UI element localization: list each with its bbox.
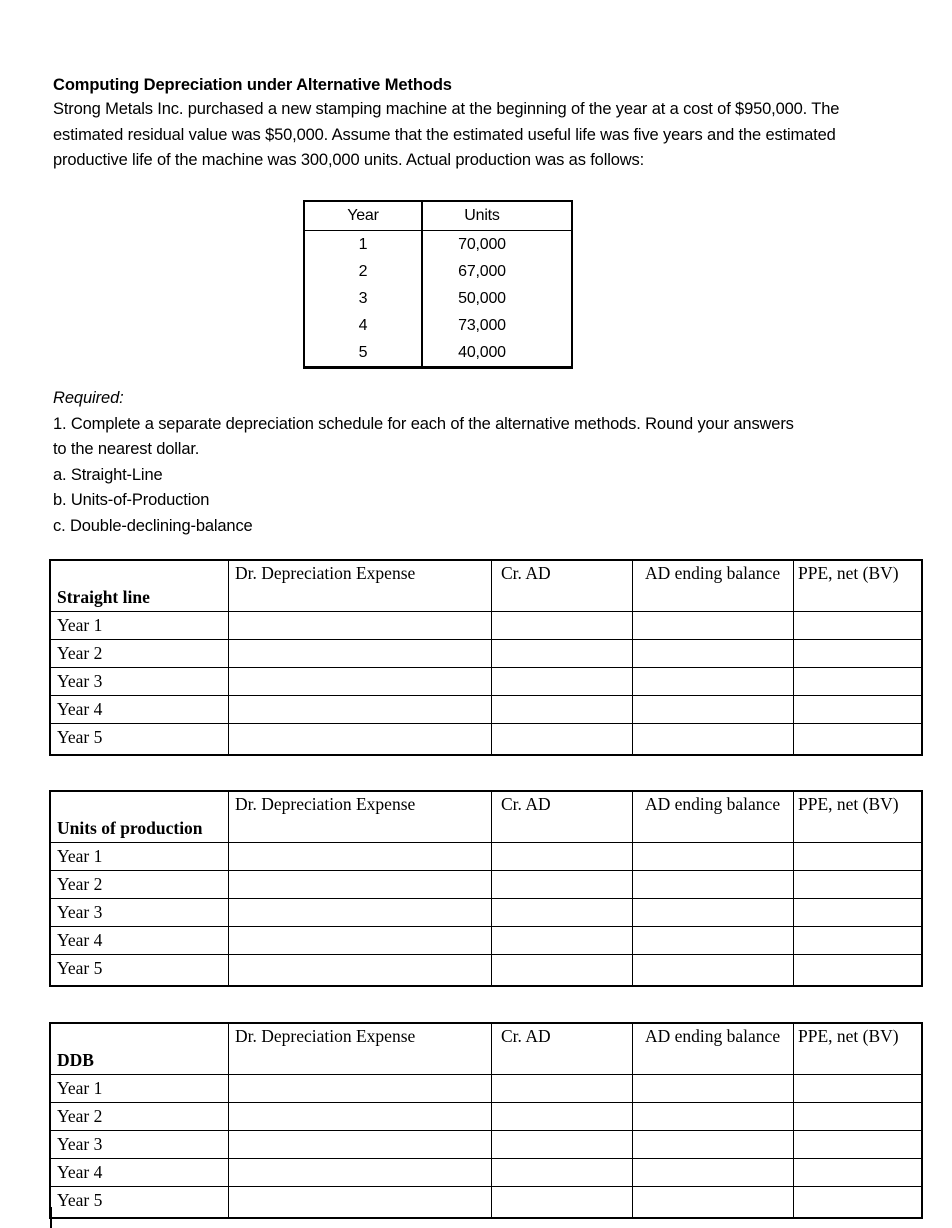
schedule-header-row <box>51 1024 922 1075</box>
schedule-header-row <box>51 792 922 843</box>
required-method-b: b. Units-of-Production <box>53 491 210 510</box>
schedule-cell-ad-ending[interactable] <box>633 871 794 899</box>
schedule-header-ad-ending: AD ending balance <box>633 561 794 612</box>
schedule-cell-ad-ending[interactable] <box>633 1075 794 1103</box>
schedule-row <box>51 927 922 955</box>
schedule-header-cr: Cr. AD <box>492 792 633 843</box>
schedule-cell-cr[interactable] <box>492 668 633 696</box>
schedule-cell-ad-ending[interactable] <box>633 927 794 955</box>
schedule-cell-ad-ending[interactable] <box>633 1187 794 1218</box>
schedule-row <box>51 612 922 640</box>
schedule-cell-ppe-net[interactable] <box>794 899 922 927</box>
schedule-cell-year-label: Year 1 <box>51 843 229 871</box>
schedule-cell-ad-ending[interactable] <box>633 724 794 755</box>
schedule-cell-year-label: Year 2 <box>51 871 229 899</box>
schedule-cell-ppe-net[interactable] <box>794 1159 922 1187</box>
schedule-cell-ad-ending[interactable] <box>633 640 794 668</box>
schedule-cell-ad-ending[interactable] <box>633 1103 794 1131</box>
intro-line-1: Strong Metals Inc. purchased a new stamping machine at the beginning of the year at a cost of $950,000. <box>53 100 808 118</box>
schedule-header-ppe-net: PPE, net (BV) <box>794 792 922 843</box>
schedule-cell-ad-ending[interactable] <box>633 696 794 724</box>
schedule-cell-year-label: Year 3 <box>51 668 229 696</box>
schedule-header-row <box>51 561 922 612</box>
production-table-row <box>304 285 572 312</box>
schedule-cell-dr[interactable] <box>229 1187 492 1218</box>
schedule-method-label: DDB <box>51 1024 229 1075</box>
required-method-a: a. Straight-Line <box>53 465 163 484</box>
page-title: Computing Depreciation under Alternative Methods <box>53 76 452 94</box>
production-header-units: Units <box>422 201 572 231</box>
schedule-cell-cr[interactable] <box>492 1075 633 1103</box>
schedule-cell-year-label: Year 3 <box>51 1131 229 1159</box>
schedule-cell-ad-ending[interactable] <box>633 1131 794 1159</box>
schedule-row <box>51 1187 922 1218</box>
schedule-body <box>51 843 922 986</box>
schedule-header-ppe-net: PPE, net (BV) <box>794 561 922 612</box>
schedule-row <box>51 871 922 899</box>
schedule-cell-year-label: Year 1 <box>51 612 229 640</box>
schedule-cell-cr[interactable] <box>492 724 633 755</box>
schedule-cell-year-label: Year 5 <box>51 724 229 755</box>
production-cell-year: 3 <box>304 285 422 312</box>
required-instruction-line-1: 1. Complete a separate depreciation schedule for each of the alternative methods. Round your answers <box>53 414 794 433</box>
intro-line-3: estimated productive life of the machine was 300,000 units. Actual production was as follows: <box>53 125 836 170</box>
schedule-cell-cr[interactable] <box>492 1131 633 1159</box>
schedule-header-ppe-net: PPE, net (BV) <box>794 1024 922 1075</box>
schedule-cell-cr[interactable] <box>492 612 633 640</box>
schedule-cell-dr[interactable] <box>229 871 492 899</box>
schedule-header-dr: Dr. Depreciation Expense <box>229 561 492 612</box>
production-cell-year: 1 <box>304 231 422 259</box>
schedule-cell-dr[interactable] <box>229 612 492 640</box>
production-table-row <box>304 231 572 259</box>
schedule-header-cr: Cr. AD <box>492 561 633 612</box>
schedule-table-straight-line <box>50 560 922 755</box>
production-cell-units: 50,000 <box>422 285 572 312</box>
schedule-cell-dr[interactable] <box>229 1075 492 1103</box>
production-cell-units: 40,000 <box>422 339 572 368</box>
required-instruction-line-2: to the nearest dollar. <box>53 440 200 459</box>
schedule-cell-dr[interactable] <box>229 899 492 927</box>
intro-block <box>53 73 898 174</box>
production-cell-units: 70,000 <box>422 231 572 259</box>
schedule-table-ddb <box>50 1023 922 1218</box>
schedule-cell-ad-ending[interactable] <box>633 668 794 696</box>
schedule-cell-dr[interactable] <box>229 1131 492 1159</box>
schedule-cell-cr[interactable] <box>492 927 633 955</box>
schedule-cell-ppe-net[interactable] <box>794 955 922 986</box>
schedule-header-dr: Dr. Depreciation Expense <box>229 792 492 843</box>
schedule-header-ad-ending: AD ending balance <box>633 792 794 843</box>
production-table-row <box>304 312 572 339</box>
schedule-method-label: Units of production <box>51 792 229 843</box>
schedule-cell-cr[interactable] <box>492 640 633 668</box>
schedule-cell-ad-ending[interactable] <box>633 612 794 640</box>
schedule-row <box>51 1075 922 1103</box>
schedule-cell-cr[interactable] <box>492 955 633 986</box>
schedule-cell-dr[interactable] <box>229 668 492 696</box>
schedule-cell-ppe-net[interactable] <box>794 1075 922 1103</box>
schedule-cell-ppe-net[interactable] <box>794 696 922 724</box>
production-table-header-row <box>304 201 572 231</box>
production-table <box>303 200 573 369</box>
schedule-cell-year-label: Year 5 <box>51 1187 229 1218</box>
schedule-cell-ppe-net[interactable] <box>794 1103 922 1131</box>
schedule-cell-year-label: Year 2 <box>51 1103 229 1131</box>
schedule-row <box>51 1159 922 1187</box>
schedule-cell-ad-ending[interactable] <box>633 955 794 986</box>
schedule-cell-ad-ending[interactable] <box>633 843 794 871</box>
schedule-cell-cr[interactable] <box>492 899 633 927</box>
production-table-row <box>304 339 572 368</box>
schedule-cell-year-label: Year 4 <box>51 927 229 955</box>
schedule-body <box>51 612 922 755</box>
schedule-cell-year-label: Year 4 <box>51 1159 229 1187</box>
schedule-cell-ppe-net[interactable] <box>794 843 922 871</box>
schedule-cell-ppe-net[interactable] <box>794 724 922 755</box>
schedule-header-cr: Cr. AD <box>492 1024 633 1075</box>
schedule-cell-cr[interactable] <box>492 696 633 724</box>
schedule-cell-year-label: Year 1 <box>51 1075 229 1103</box>
schedule-header-dr: Dr. Depreciation Expense <box>229 1024 492 1075</box>
schedule-row <box>51 696 922 724</box>
schedule-row <box>51 843 922 871</box>
production-cell-year: 2 <box>304 258 422 285</box>
production-table-row <box>304 258 572 285</box>
schedule-cell-ppe-net[interactable] <box>794 612 922 640</box>
schedule-cell-year-label: Year 4 <box>51 696 229 724</box>
production-cell-year: 4 <box>304 312 422 339</box>
production-table-body <box>304 231 572 368</box>
schedule-row <box>51 668 922 696</box>
schedule-cell-ppe-net[interactable] <box>794 1187 922 1218</box>
schedule-cell-cr[interactable] <box>492 871 633 899</box>
schedule-cell-cr[interactable] <box>492 1187 633 1218</box>
schedule-cell-dr[interactable] <box>229 843 492 871</box>
required-label: Required: <box>53 389 124 407</box>
schedule-method-label: Straight line <box>51 561 229 612</box>
schedule-cell-dr[interactable] <box>229 696 492 724</box>
intro-line-2: The estimated residual value was $50,000. Assume that the estimated useful life was five years and the <box>53 100 840 144</box>
schedule-row <box>51 1103 922 1131</box>
production-cell-units: 67,000 <box>422 258 572 285</box>
schedule-cell-ppe-net[interactable] <box>794 668 922 696</box>
schedule-row <box>51 640 922 668</box>
production-table-wrapper <box>303 200 571 369</box>
schedule-row <box>51 899 922 927</box>
schedule-cell-ppe-net[interactable] <box>794 640 922 668</box>
text-cursor-artifact <box>50 1207 52 1228</box>
schedule-cell-cr[interactable] <box>492 1103 633 1131</box>
schedule-body <box>51 1075 922 1218</box>
schedule-row <box>51 955 922 986</box>
intro-paragraph <box>53 97 898 174</box>
production-cell-units: 73,000 <box>422 312 572 339</box>
schedule-cell-ppe-net[interactable] <box>794 1131 922 1159</box>
schedule-cell-year-label: Year 5 <box>51 955 229 986</box>
required-block <box>53 386 898 539</box>
schedule-cell-ad-ending[interactable] <box>633 1159 794 1187</box>
schedule-cell-year-label: Year 3 <box>51 899 229 927</box>
schedule-cell-dr[interactable] <box>229 927 492 955</box>
required-method-c: c. Double-declining-balance <box>53 516 253 535</box>
schedule-cell-dr[interactable] <box>229 1103 492 1131</box>
schedule-cell-dr[interactable] <box>229 640 492 668</box>
schedule-cell-cr[interactable] <box>492 843 633 871</box>
schedule-header-ad-ending: AD ending balance <box>633 1024 794 1075</box>
schedule-cell-dr[interactable] <box>229 1159 492 1187</box>
schedule-cell-dr[interactable] <box>229 724 492 755</box>
production-header-year: Year <box>304 201 422 231</box>
schedule-table-units-of-production <box>50 791 922 986</box>
production-cell-year: 5 <box>304 339 422 368</box>
schedule-cell-cr[interactable] <box>492 1159 633 1187</box>
schedule-cell-year-label: Year 2 <box>51 640 229 668</box>
schedule-row <box>51 1131 922 1159</box>
schedule-cell-ad-ending[interactable] <box>633 899 794 927</box>
schedule-cell-ppe-net[interactable] <box>794 927 922 955</box>
schedule-cell-ppe-net[interactable] <box>794 871 922 899</box>
schedule-row <box>51 724 922 755</box>
schedule-cell-dr[interactable] <box>229 955 492 986</box>
